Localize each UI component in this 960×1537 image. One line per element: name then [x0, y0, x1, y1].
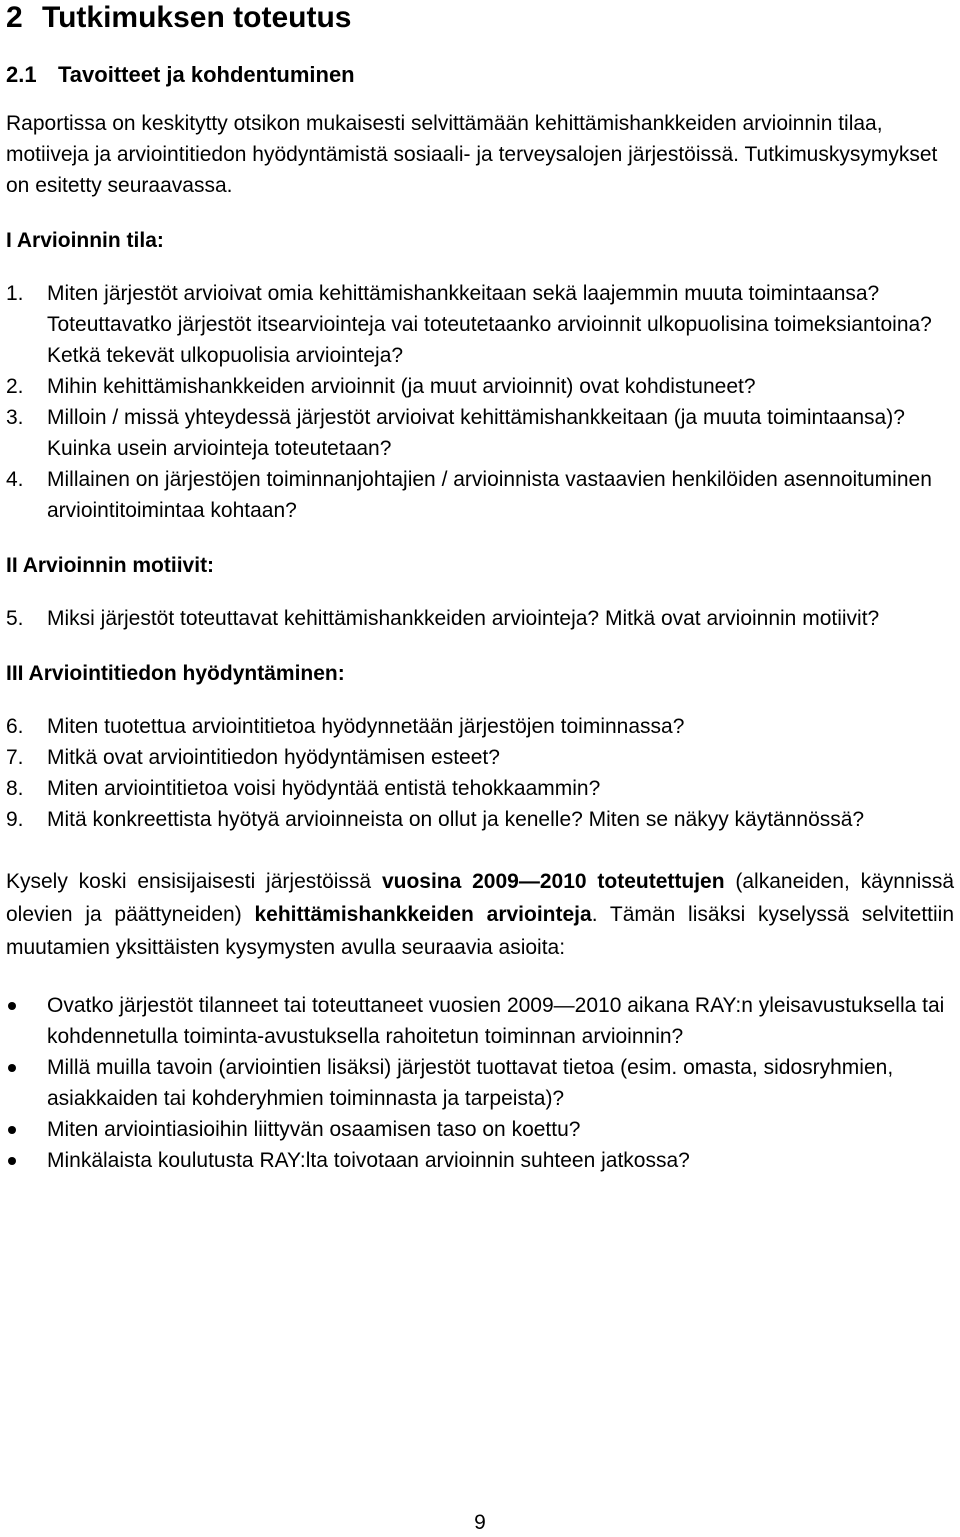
- question-text: Miten tuotettua arviointitietoa hyödynnetään järjestöjen toiminnassa?: [47, 715, 685, 738]
- bullet-item: [6, 1114, 954, 1145]
- question-number: 2.: [6, 375, 24, 398]
- question-item: [6, 804, 954, 835]
- bullet-dot-icon: [8, 1126, 16, 1134]
- survey-bold-evaluations: kehittämishankkeiden arviointeja: [254, 903, 592, 926]
- question-text: Miksi järjestöt toteuttavat kehittämishankkeiden arviointeja? Mitkä ovat arvioinnin motiivit?: [47, 607, 880, 630]
- question-number: 4.: [6, 468, 24, 491]
- bullet-text: Minkälaista koulutusta RAY:lta toivotaan arvioinnin suhteen jatkossa?: [47, 1149, 690, 1172]
- section-title-arvioinnin-motiivit: II Arvioinnin motiivit:: [6, 554, 215, 577]
- question-number: 9.: [6, 808, 24, 831]
- question-item: [6, 464, 954, 526]
- question-number: 6.: [6, 715, 24, 738]
- survey-text-1: Kysely koski ensisijaisesti järjestöissä: [6, 870, 382, 893]
- question-text: Milloin / missä yhteydessä järjestöt arvioivat kehittämishankkeitaan (ja muuta toimintaansa)? Kuinka usein arviointeja toteutetaan?: [47, 406, 905, 460]
- question-number: 8.: [6, 777, 24, 800]
- survey-text-3: . Tämän lisäksi kyselyssä selvitettiin muutamien yksittäisten kysymysten avulla seuraavia asioita:: [6, 903, 954, 959]
- question-number: 7.: [6, 746, 24, 769]
- question-list-1: [6, 278, 954, 526]
- section-heading: [6, 60, 954, 90]
- section-title-arvioinnin-tila: I Arvioinnin tila:: [6, 229, 164, 252]
- question-number: 3.: [6, 406, 24, 429]
- intro-paragraph: Raportissa on keskitytty otsikon mukaisesti selvittämään kehittämishankkeiden arvioinnin tilaa, motiiveja ja arviointitiedon hyödyntämistä sosiaali- ja terveysalojen järjestöissä. Tutkimuskysymykset on esitetty seuraavassa.: [6, 112, 938, 197]
- question-text: Mitkä ovat arviointitiedon hyödyntämisen esteet?: [47, 746, 500, 769]
- question-item: [6, 371, 954, 402]
- chapter-title: Tutkimuksen toteutus: [42, 1, 352, 34]
- question-number: 5.: [6, 607, 24, 630]
- question-item: [6, 603, 954, 634]
- bullet-list: [6, 990, 954, 1176]
- question-text: Mitä konkreettista hyötyä arvioinneista on ollut ja kenelle? Miten se näkyy käytännössä?: [47, 808, 865, 831]
- question-list-3: [6, 711, 954, 835]
- bullet-text: Ovatko järjestöt tilanneet tai toteuttaneet vuosien 2009—2010 aikana RAY:n yleisavustuksella tai kohdennetulla toiminta-avustuksella rahoitetun toiminnan arvioinnin?: [47, 994, 945, 1048]
- section-title: Tavoitteet ja kohdentuminen: [58, 62, 355, 87]
- question-text: Miten järjestöt arvioivat omia kehittämishankkeitaan sekä laajemmin muuta toimintaansa? Toteuttavatko järjestöt itsearviointeja vai toteutetaanko arvioinnit ulkopuolisina toimeksiantoina? Ketkä tekevät ulkopuolisia arviointeja?: [47, 282, 932, 367]
- bullet-dot-icon: [8, 1157, 16, 1165]
- question-item: [6, 742, 954, 773]
- question-text: Millainen on järjestöjen toiminnanjohtajien / arvioinnista vastaavien henkilöiden asennoituminen arviointitoimintaa kohtaan?: [47, 468, 932, 522]
- survey-text-2: (alkaneiden, käynnissä olevien ja päättyneiden): [6, 870, 954, 926]
- bullet-item: [6, 990, 954, 1052]
- question-list-2: [6, 603, 954, 634]
- bullet-item: [6, 1145, 954, 1176]
- bullet-text: Millä muilla tavoin (arviointien lisäksi) järjestöt tuottavat tietoa (esim. omasta, sidosryhmien, asiakkaiden tai kohderyhmien toiminnasta ja tarpeista)?: [47, 1056, 894, 1110]
- question-item: [6, 402, 954, 464]
- document-page: [6, 0, 954, 1176]
- page-number: 9: [474, 1511, 486, 1534]
- question-item: [6, 711, 954, 742]
- question-text: Mihin kehittämishankkeiden arvioinnit (ja muut arvioinnit) ovat kohdistuneet?: [47, 375, 756, 398]
- bullet-item: [6, 1052, 954, 1114]
- question-text: Miten arviointitietoa voisi hyödyntää entistä tehokkaammin?: [47, 777, 601, 800]
- bullet-dot-icon: [8, 1064, 16, 1072]
- bullet-text: Miten arviointiasioihin liittyvän osaamisen taso on koettu?: [47, 1118, 581, 1141]
- chapter-heading: [6, 0, 954, 36]
- section-number: 2.1: [6, 62, 37, 87]
- survey-paragraph: [6, 865, 954, 964]
- survey-bold-years: vuosina 2009—2010 toteutettujen: [381, 870, 725, 893]
- question-item: [6, 278, 954, 371]
- bullet-dot-icon: [8, 1002, 16, 1010]
- question-number: 1.: [6, 282, 24, 305]
- question-item: [6, 773, 954, 804]
- section-title-arviointitiedon-hyodyntaminen: III Arviointitiedon hyödyntäminen:: [6, 662, 345, 685]
- chapter-number: 2: [6, 1, 23, 34]
